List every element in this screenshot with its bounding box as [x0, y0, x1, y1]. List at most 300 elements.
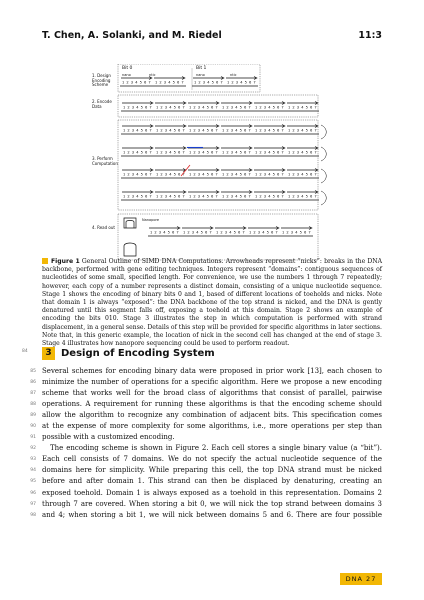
domain-number: 2 — [292, 105, 295, 110]
text-line: 86 minimize the number of operations for a specific algorithm. Here we propose a new encoding — [30, 378, 382, 387]
domain-number: 2 — [127, 172, 130, 177]
domain-number: 4 — [202, 150, 205, 155]
domain-number: 1 — [189, 128, 192, 133]
domain-number: 1 — [150, 230, 153, 235]
domain-number: 1 — [288, 105, 291, 110]
domain-number: 2 — [127, 194, 130, 199]
domain-number: 5 — [272, 150, 275, 155]
section-title: Design of Encoding System — [61, 348, 215, 359]
domain-number: 7 — [281, 172, 284, 177]
domain-number: 7 — [182, 194, 185, 199]
domain-number: 6 — [178, 150, 181, 155]
domain-number: 6 — [211, 128, 214, 133]
text-line: 93 Each cell consists of 7 domains. We do not specify the actual nucleotide sequence of the — [30, 455, 382, 464]
nanopore-icon — [126, 221, 134, 229]
domain-number: 1 — [123, 194, 126, 199]
domain-number: 5 — [200, 230, 203, 235]
domain-number: 2 — [193, 172, 196, 177]
domain-number: 3 — [197, 150, 201, 155]
domain-number: 3 — [164, 105, 168, 110]
domain-number: 2 — [160, 128, 163, 133]
domain-number: 5 — [206, 128, 209, 133]
domain-number: 2 — [127, 105, 130, 110]
domain-number: 1 — [222, 172, 225, 177]
domain-number: 7 — [314, 128, 317, 133]
domain-number: 6 — [271, 230, 274, 235]
domain-number: 1 — [156, 105, 159, 110]
domain-number: 2 — [193, 194, 196, 199]
domain-number: 7 — [242, 230, 245, 235]
footer-label: DNA 27 — [345, 575, 377, 583]
body-text — [30, 366, 382, 521]
domain-number: 4 — [301, 194, 304, 199]
nick-label: ntic — [230, 73, 237, 77]
domain-number: 4 — [207, 80, 210, 85]
domain-number: 5 — [239, 172, 242, 177]
domain-number: 7 — [215, 128, 218, 133]
domain-number: 2 — [259, 128, 262, 133]
domain-number: 3 — [263, 128, 267, 133]
domain-number: 6 — [205, 230, 208, 235]
domain-number: 6 — [145, 150, 148, 155]
domain-number: 5 — [305, 172, 308, 177]
domain-number: 7 — [209, 230, 212, 235]
domain-number: 4 — [169, 172, 172, 177]
domain-number: 2 — [226, 172, 229, 177]
text-line: 87 scheme that works well for the broad class of algorithms that consist of parallel, pairwise — [30, 389, 382, 398]
stage-1-label: 1. Design Encoding Scheme — [92, 73, 111, 88]
domain-number: 5 — [167, 230, 170, 235]
domain-number: 3 — [131, 172, 135, 177]
domain-number: 5 — [173, 105, 176, 110]
domain-number: 5 — [140, 172, 143, 177]
domain-number: 5 — [206, 105, 209, 110]
domain-number: 2 — [193, 128, 196, 133]
domain-number: 4 — [301, 150, 304, 155]
domain-number: 5 — [206, 172, 209, 177]
domain-number: 3 — [230, 150, 234, 155]
domain-number: 2 — [286, 230, 289, 235]
flow-arrow — [321, 169, 326, 183]
domain-number: 5 — [272, 105, 275, 110]
domain-number: 4 — [169, 194, 172, 199]
domain-number: 4 — [136, 128, 139, 133]
domain-number: 5 — [140, 128, 143, 133]
domain-number: 2 — [226, 150, 229, 155]
section-number: 3 — [42, 347, 55, 360]
domain-number: 6 — [144, 80, 147, 85]
nick-label: ntic — [149, 73, 156, 77]
domain-number: 7 — [248, 172, 251, 177]
domain-number: 6 — [211, 150, 214, 155]
domain-number: 6 — [277, 150, 280, 155]
domain-number: 5 — [272, 128, 275, 133]
text-line: 90 at the expense of more complexity for some algorithms, i.e., more operations per step than — [30, 422, 382, 431]
domain-number: 5 — [305, 150, 308, 155]
domain-number: 4 — [136, 172, 139, 177]
domain-number: 3 — [230, 194, 234, 199]
stage-2-label: 2. Encode Data — [92, 99, 112, 109]
domain-number: 6 — [277, 194, 280, 199]
domain-number: 1 — [216, 230, 219, 235]
domain-number: 6 — [145, 172, 148, 177]
domain-number: 4 — [240, 80, 243, 85]
domain-number: 1 — [222, 105, 225, 110]
domain-number: 5 — [272, 172, 275, 177]
caption-marker — [42, 258, 48, 264]
domain-number: 7 — [149, 172, 152, 177]
domain-number: 4 — [202, 105, 205, 110]
domain-number: 5 — [233, 230, 236, 235]
domain-number: 7 — [149, 128, 152, 133]
domain-number: 7 — [215, 172, 218, 177]
domain-number: 4 — [136, 194, 139, 199]
domain-number: 4 — [295, 230, 298, 235]
domain-number: 6 — [238, 230, 241, 235]
domain-number: 7 — [220, 80, 223, 85]
domain-number: 1 — [249, 230, 252, 235]
domain-number: 5 — [173, 150, 176, 155]
domain-number: 7 — [248, 150, 251, 155]
domain-number: 5 — [173, 128, 176, 133]
domain-number: 2 — [220, 230, 223, 235]
domain-number: 1 — [156, 128, 159, 133]
domain-number: 3 — [197, 194, 201, 199]
domain-number: 1 — [156, 172, 159, 177]
domain-number: 4 — [268, 150, 271, 155]
figure-caption — [42, 258, 382, 348]
domain-number: 4 — [202, 172, 205, 177]
domain-number: 6 — [177, 80, 180, 85]
domain-number: 5 — [272, 194, 275, 199]
domain-number: 5 — [305, 105, 308, 110]
domain-number: 6 — [145, 105, 148, 110]
domain-number: 7 — [314, 150, 317, 155]
domain-number: 4 — [168, 80, 171, 85]
domain-number: 1 — [255, 128, 258, 133]
text-line: 98 and 4; when storing a bit 1, we will nick between domains 5 and 6. There are four possible — [30, 510, 382, 519]
domain-number: 4 — [235, 172, 238, 177]
domain-number: 7 — [253, 80, 256, 85]
nanopore-label: Nanopore — [142, 218, 160, 222]
domain-number: 6 — [178, 105, 181, 110]
domain-number: 2 — [292, 194, 295, 199]
domain-number: 4 — [229, 230, 232, 235]
domain-number: 5 — [140, 105, 143, 110]
domain-number: 5 — [140, 150, 143, 155]
domain-number: 6 — [178, 128, 181, 133]
domain-number: 3 — [130, 80, 134, 85]
domain-number: 6 — [211, 194, 214, 199]
domain-number: 6 — [178, 194, 181, 199]
domain-number: 4 — [136, 105, 139, 110]
figure-1-diagram — [92, 64, 342, 262]
domain-number: 1 — [288, 172, 291, 177]
domain-number: 3 — [224, 230, 228, 235]
domain-number: 3 — [164, 172, 168, 177]
domain-number: 2 — [259, 150, 262, 155]
domain-number: 6 — [244, 150, 247, 155]
domain-number: 6 — [310, 150, 313, 155]
domain-number: 7 — [148, 80, 151, 85]
domain-number: 2 — [159, 80, 162, 85]
domain-number: 4 — [235, 194, 238, 199]
domain-number: 1 — [222, 150, 225, 155]
domain-number: 2 — [193, 150, 196, 155]
domain-number: 7 — [182, 128, 185, 133]
domain-number: 2 — [231, 80, 234, 85]
domain-number: 7 — [248, 128, 251, 133]
domain-number: 4 — [235, 128, 238, 133]
domain-number: 1 — [222, 194, 225, 199]
domain-number: 4 — [268, 194, 271, 199]
header-authors: T. Chen, A. Solanki, and M. Riedel — [42, 30, 222, 41]
domain-number: 2 — [259, 105, 262, 110]
domain-number: 2 — [127, 150, 130, 155]
domain-number: 3 — [163, 80, 167, 85]
domain-number: 5 — [239, 150, 242, 155]
domain-number: 4 — [136, 150, 139, 155]
text-line: 85 Several schemes for encoding binary data were proposed in prior work [13], each chosen to — [30, 367, 382, 375]
domain-number: 4 — [169, 128, 172, 133]
bit-0-label: Bit 0 — [122, 66, 133, 71]
domain-number: 3 — [197, 172, 201, 177]
domain-number: 7 — [314, 105, 317, 110]
domain-number: 5 — [239, 105, 242, 110]
domain-number: 1 — [222, 128, 225, 133]
domain-number: 1 — [255, 150, 258, 155]
domain-number: 1 — [189, 172, 192, 177]
domain-number: 4 — [301, 128, 304, 133]
domain-number: 6 — [249, 80, 252, 85]
domain-number: 7 — [181, 80, 184, 85]
domain-number: 6 — [244, 128, 247, 133]
domain-number: 1 — [123, 105, 126, 110]
domain-number: 3 — [263, 172, 267, 177]
domain-number: 5 — [173, 194, 176, 199]
text-line: 95 before and after domain 1. This strand can then be displaced by denaturing, creating an — [30, 477, 382, 486]
domain-number: 7 — [149, 150, 152, 155]
domain-number: 6 — [277, 105, 280, 110]
domain-number: 1 — [255, 105, 258, 110]
domain-number: 3 — [164, 128, 168, 133]
domain-number: 4 — [262, 230, 265, 235]
domain-number: 2 — [253, 230, 256, 235]
text-line: 92 The encoding scheme is shown in Figure 2. Each cell stores a single binary value (a “bit”). — [30, 444, 382, 453]
domain-number: 6 — [304, 230, 307, 235]
domain-number: 4 — [163, 230, 166, 235]
domain-number: 1 — [255, 172, 258, 177]
domain-number: 7 — [281, 105, 284, 110]
domain-number: 6 — [310, 172, 313, 177]
domain-number: 3 — [191, 230, 195, 235]
domain-number: 1 — [123, 150, 126, 155]
domain-number: 5 — [266, 230, 269, 235]
domain-number: 6 — [277, 128, 280, 133]
domain-number: 3 — [263, 105, 267, 110]
domain-number: 6 — [211, 105, 214, 110]
domain-number: 7 — [176, 230, 179, 235]
domain-number: 3 — [296, 105, 300, 110]
domain-number: 1 — [189, 105, 192, 110]
domain-number: 6 — [310, 128, 313, 133]
domain-number: 6 — [145, 128, 148, 133]
domain-number: 3 — [131, 194, 135, 199]
domain-number: 7 — [281, 128, 284, 133]
domain-number: 2 — [226, 128, 229, 133]
domain-number: 6 — [244, 194, 247, 199]
domain-number: 2 — [193, 105, 196, 110]
domain-number: 2 — [259, 194, 262, 199]
domain-number: 3 — [263, 150, 267, 155]
caption-label: Figure 1 — [51, 258, 80, 265]
domain-number: 3 — [131, 128, 135, 133]
domain-number: 3 — [202, 80, 206, 85]
domain-number: 6 — [216, 80, 219, 85]
text-line: 94 domains here for simplicity. While preparing this cell, the top DNA strand must be nicked — [30, 466, 382, 475]
domain-number: 4 — [169, 105, 172, 110]
domain-number: 6 — [244, 105, 247, 110]
domain-number: 4 — [169, 150, 172, 155]
domain-number: 5 — [206, 194, 209, 199]
caption-text: General Outline of SIMD DNA Computations. Arrowheads represent “nicks”: breaks in the DNA backbone, performed with gene editing techniques. Integers represent “domains”: contiguous sequences of nucleotides of some small, specified length. For convenience, we use the numbers 1 through 7 repeatedly; however, each copy of a number represents a distinct domain, consisting of a unique nucleotide sequence. Stage 1 shows the encoding of binary bits 0 and 1, based of different locations of toeholds and nicks. Note that domain 1 is always “exposed”: the DNA backbone of the top strand is nicked, and the DNA is gently denatured until this segment falls off, exposing a toehold at this domain. Stage 2 shows an example of encoding the bits 010. Stage 3 illustrates the step in which computation is performed with strand displacement, in a general sense. Details of this step will be provided for specific algorithms in later sections. Note that, in this generic example, the location of nick in the second cell has changed at the end of stage 3. Stage 4 illustrates how nanopore sequencing could be used to perform readout. — [42, 258, 383, 348]
domain-number: 6 — [244, 172, 247, 177]
domain-number: 7 — [314, 172, 317, 177]
domain-number: 7 — [248, 194, 251, 199]
domain-number: 7 — [215, 194, 218, 199]
domain-number: 5 — [305, 194, 308, 199]
domain-number: 2 — [292, 128, 295, 133]
domain-number: 2 — [187, 230, 190, 235]
text-line: 89 allow the algorithm to recognize any combination of adjacent bits. This specification comes — [30, 411, 382, 420]
domain-number: 6 — [310, 194, 313, 199]
domain-number: 6 — [211, 172, 214, 177]
domain-number: 3 — [230, 128, 234, 133]
domain-number: 3 — [296, 150, 300, 155]
domain-number: 7 — [182, 105, 185, 110]
domain-number: 3 — [235, 80, 239, 85]
domain-number: 1 — [255, 194, 258, 199]
domain-number: 7 — [182, 150, 185, 155]
text-line: 88 operations. A requirement for running these algorithms is that the encoding scheme should — [30, 400, 382, 409]
domain-number: 1 — [288, 128, 291, 133]
domain-number: 4 — [135, 80, 138, 85]
domain-number: 1 — [122, 80, 125, 85]
domain-number: 3 — [158, 230, 162, 235]
domain-number: 1 — [288, 150, 291, 155]
footer-badge — [340, 573, 382, 585]
domain-number: 4 — [235, 150, 238, 155]
domain-number: 3 — [230, 172, 234, 177]
domain-number: 3 — [164, 194, 168, 199]
domain-number: 7 — [215, 150, 218, 155]
stage-4-label: 4. Read out — [92, 225, 115, 230]
domain-number: 5 — [299, 230, 302, 235]
domain-number: 7 — [149, 194, 152, 199]
domain-number: 1 — [288, 194, 291, 199]
domain-number: 7 — [215, 105, 218, 110]
domain-number: 2 — [226, 105, 229, 110]
flow-arrow — [321, 125, 326, 139]
text-line: 91 possible with a customized encoding. — [30, 433, 175, 442]
domain-number: 7 — [308, 230, 311, 235]
domain-number: 6 — [172, 230, 175, 235]
domain-number: 3 — [296, 194, 300, 199]
domain-number: 7 — [275, 230, 278, 235]
domain-number: 1 — [156, 150, 159, 155]
domain-number: 3 — [263, 194, 267, 199]
domain-number: 3 — [296, 172, 300, 177]
text-line: 96 exposed toehold. Domain 1 is always exposed as a toehold in this representation. Domains 2 — [30, 488, 382, 497]
domain-number: 2 — [160, 194, 163, 199]
line-number: 84 — [22, 349, 28, 354]
domain-number: 7 — [314, 194, 317, 199]
domain-number: 2 — [127, 128, 130, 133]
domain-number: 2 — [292, 150, 295, 155]
domain-number: 1 — [123, 128, 126, 133]
domain-number: 4 — [268, 172, 271, 177]
domain-number: 4 — [202, 194, 205, 199]
domain-number: 1 — [189, 150, 192, 155]
domain-number: 7 — [248, 105, 251, 110]
domain-number: 4 — [202, 128, 205, 133]
domain-number: 6 — [277, 172, 280, 177]
domain-number: 3 — [257, 230, 261, 235]
domain-number: 5 — [305, 128, 308, 133]
nick-label: nano — [122, 73, 131, 77]
domain-number: 1 — [123, 172, 126, 177]
domain-number: 3 — [197, 105, 201, 110]
figure-1 — [92, 64, 342, 262]
domain-number: 2 — [126, 80, 129, 85]
flow-arrow — [321, 147, 326, 161]
domain-number: 2 — [160, 150, 163, 155]
stage-3-label: 3. Perform Computation — [92, 156, 118, 166]
domain-number: 2 — [160, 172, 163, 177]
nanopore-icon — [124, 243, 136, 256]
domain-number: 5 — [173, 172, 176, 177]
domain-number: 1 — [183, 230, 186, 235]
domain-number: 4 — [268, 105, 271, 110]
domain-number: 3 — [131, 105, 135, 110]
domain-number: 6 — [145, 194, 148, 199]
domain-number: 5 — [239, 128, 242, 133]
domain-number: 3 — [197, 128, 201, 133]
domain-number: 2 — [154, 230, 157, 235]
domain-number: 2 — [198, 80, 201, 85]
domain-number: 1 — [189, 194, 192, 199]
domain-number: 3 — [230, 105, 234, 110]
domain-number: 5 — [244, 80, 247, 85]
domain-number: 3 — [164, 150, 168, 155]
domain-number: 3 — [296, 128, 300, 133]
domain-number: 7 — [182, 172, 185, 177]
domain-number: 1 — [282, 230, 285, 235]
section-heading — [22, 347, 382, 361]
domain-number: 5 — [140, 194, 143, 199]
domain-number: 4 — [196, 230, 199, 235]
nick-label: nano — [196, 73, 205, 77]
domain-number: 6 — [178, 172, 181, 177]
domain-number: 2 — [259, 172, 262, 177]
domain-number: 1 — [156, 194, 159, 199]
domain-number: 2 — [292, 172, 295, 177]
flow-arrow — [321, 191, 326, 205]
text-line: 97 through 7 are covered. When storing a bit 0, we will nick the top strand between domains 3 — [30, 499, 382, 508]
domain-number: 7 — [281, 194, 284, 199]
running-header — [42, 30, 382, 44]
bit-1-label: Bit 1 — [196, 66, 207, 71]
